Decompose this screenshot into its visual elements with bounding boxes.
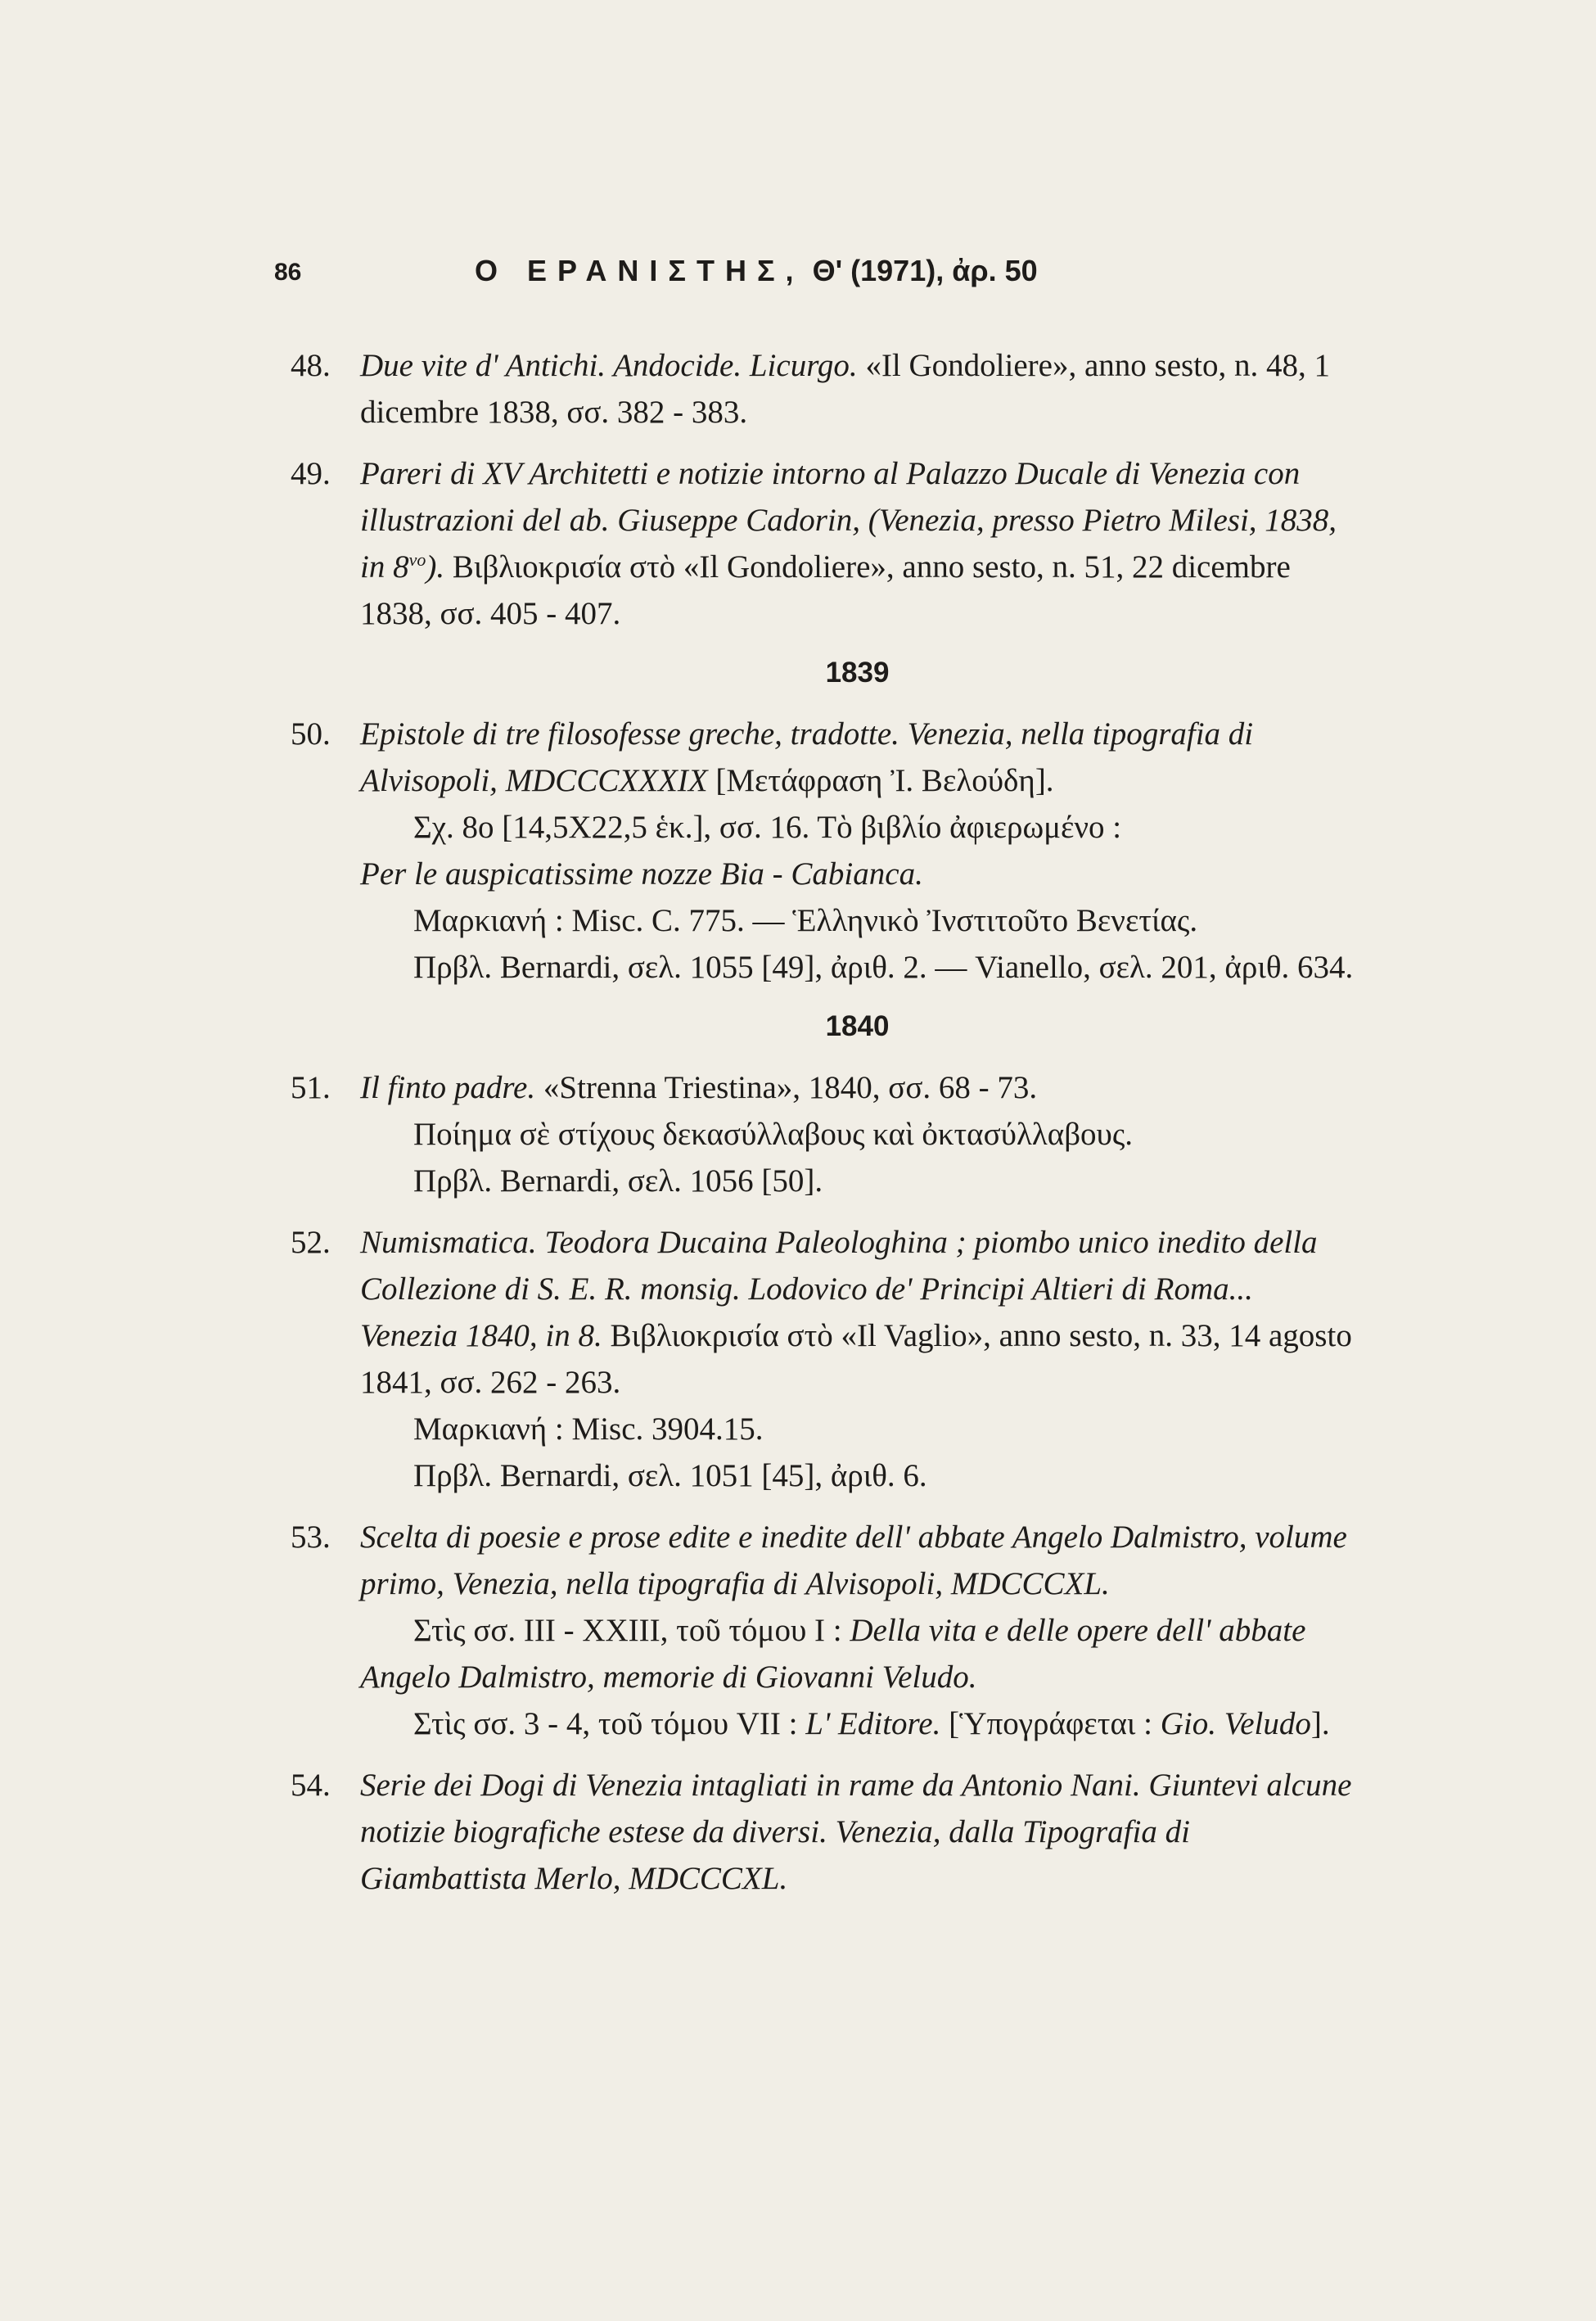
- entry-title: Due vite d' Antichi. Andocide. Licurgo.: [360, 348, 858, 383]
- year-heading-1840: 1840: [825, 1010, 890, 1042]
- entry-text: [360, 1064, 1355, 1111]
- year-heading-1839: 1839: [825, 657, 890, 689]
- entry-text: [360, 711, 1355, 804]
- running-title: [475, 254, 1038, 288]
- entry-text: [360, 342, 1355, 436]
- entry-49: [291, 450, 1355, 637]
- entry-source: Βιβλιοκρισία στὸ «Il Vaglio», anno sesto, n. 33, 14 agosto 1841, σσ. 262 - 263.: [360, 1318, 1352, 1400]
- entry-51: [291, 1064, 1355, 1204]
- entry-references: Πρβλ. Bernardi, σελ. 1051 [45], ἀριθ. 6.: [413, 1458, 927, 1493]
- entry-text: [360, 1219, 1355, 1406]
- entry-number: 51.: [291, 1070, 331, 1105]
- entry-title: Pareri di XV Architetti e notizie intorno al Palazzo Ducale di Venezia con illustrazioni del ab. Giuseppe Cadorin, (Venezia, presso Pietro Milesi, 1838, in 8: [360, 456, 1337, 585]
- entry-title: Scelta di poesie e prose edite e inedite dell' abbate Angelo Dalmistro, volume primo, Venezia, nella tipografia di Alvisopoli, MDCCCXL.: [360, 1519, 1347, 1601]
- page-number: 86: [274, 259, 302, 286]
- entry-number: 54.: [291, 1768, 331, 1803]
- entry-description: Σχ. 8ο [14,5X22,5 ἑκ.], σσ. 16. Τὸ βιβλίο ἀφιερωμένο :: [413, 810, 1122, 845]
- entry-50: [291, 711, 1355, 991]
- entry-location: Μαρκιανή : Misc. C. 775. — Ἑλληνικὸ Ἰνστιτοῦτο Βενετίας.: [413, 903, 1198, 938]
- entry-number: 49.: [291, 456, 331, 491]
- bibliography-body: [291, 342, 1355, 1917]
- entry-title: Epistole di tre filosofesse greche, tradotte. Venezia, nella tipografia di Alvisopoli, MDCCCXXXIX: [360, 716, 1254, 798]
- entry-references: Πρβλ. Bernardi, σελ. 1055 [49], ἀριθ. 2. — Vianello, σελ. 201, ἀριθ. 634.: [413, 950, 1354, 985]
- entry-52: [291, 1219, 1355, 1499]
- entry-location: Μαρκιανή : Misc. 3904.15.: [413, 1411, 764, 1447]
- entry-title-end: ).: [426, 549, 445, 585]
- entry-number: 48.: [291, 348, 331, 383]
- entry-title: Il finto padre.: [360, 1070, 536, 1105]
- entry-text: [360, 1762, 1355, 1902]
- entry-number: 53.: [291, 1519, 331, 1555]
- format-superscript: vo: [408, 549, 426, 570]
- entry-title: Serie dei Dogi di Venezia intagliati in rame da Antonio Nani. Giuntevi alcune notizie biografiche estese da diversi. Venezia, dalla Tipografia di Giambattista Merlo, MDCCCXL.: [360, 1768, 1352, 1896]
- entry-text: [360, 450, 1355, 637]
- entry-note-2: Στὶς σσ. 3 - 4, τοῦ τόμου VII : L' Editore. [Ὑπογράφεται : Gio. Veludo].: [413, 1706, 1330, 1741]
- entry-source: Βιβλιοκρισία στὸ «Il Gondoliere», anno sesto, n. 51, 22 dicembre 1838, σσ. 405 - 407.: [360, 549, 1291, 631]
- entry-note: Ποίημα σὲ στίχους δεκασύλλαβους καὶ ὀκτασύλλαβους.: [413, 1117, 1134, 1152]
- entry-dedication: Per le auspicatissime nozze Bia - Cabianca.: [360, 856, 923, 892]
- entry-text: [360, 1514, 1355, 1607]
- entry-references: Πρβλ. Bernardi, σελ. 1056 [50].: [413, 1163, 823, 1199]
- entry-54: [291, 1762, 1355, 1902]
- entry-source: «Il Gondoliere», anno sesto, n. 48, 1 dicembre 1838, σσ. 382 - 383.: [360, 348, 1331, 430]
- entry-53: [291, 1514, 1355, 1747]
- entry-number: 50.: [291, 716, 331, 752]
- journal-name: Ο ΕΡΑΝΙΣΤΗΣ,: [475, 254, 805, 287]
- entry-translator: [Μετάφραση Ἰ. Βελούδη].: [707, 763, 1054, 798]
- running-header: [274, 254, 1125, 295]
- entry-number: 52.: [291, 1225, 331, 1260]
- entry-title: Numismatica. Teodora Ducaina Paleologhina ; piombo unico inedito della Collezione di S. E. R. monsig. Lodovico de' Principi Altieri di Roma... Venezia 1840, in 8.: [360, 1225, 1318, 1353]
- volume-info: Θ' (1971), ἀρ. 50: [812, 254, 1038, 287]
- entry-note-1: Στὶς σσ. III - XXIII, τοῦ τόμου I : Della vita e delle opere dell' abbate Angelo Dalmistro, memorie di Giovanni Veludo.: [360, 1613, 1306, 1695]
- entry-48: [291, 342, 1355, 436]
- entry-source: «Strenna Triestina», 1840, σσ. 68 - 73.: [535, 1070, 1038, 1105]
